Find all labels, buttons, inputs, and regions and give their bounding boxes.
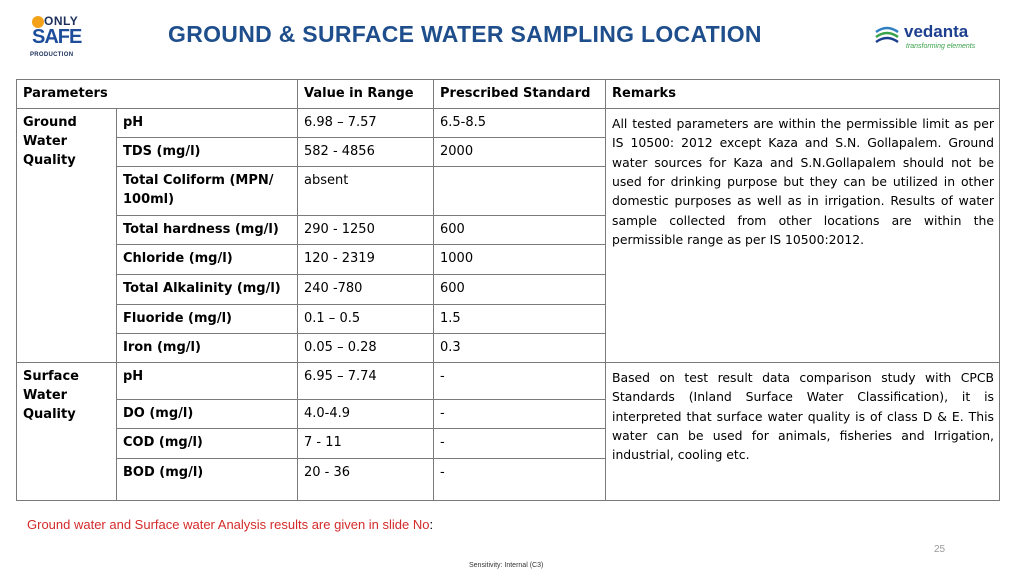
standard-cell: -	[434, 363, 606, 400]
value-cell: 120 - 2319	[298, 245, 434, 275]
vedanta-swirl-icon	[874, 24, 900, 48]
param-cell: Total Coliform (MPN/ 100ml)	[117, 167, 298, 216]
logo-bottom-text: PRODUCTION	[30, 52, 74, 58]
logo-top-text: ONLY	[44, 14, 79, 28]
param-cell: BOD (mg/l)	[117, 459, 298, 501]
param-cell: pH	[117, 363, 298, 400]
water-quality-table	[16, 79, 1000, 501]
vedanta-tagline: transforming elements	[906, 43, 976, 50]
vedanta-brand-text: vedanta	[904, 22, 969, 41]
standard-cell: -	[434, 429, 606, 459]
standard-cell: 600	[434, 216, 606, 245]
param-cell: pH	[117, 109, 298, 138]
value-cell: 20 - 36	[298, 459, 434, 501]
param-cell: Iron (mg/l)	[117, 334, 298, 363]
remarks-ground-water: All tested parameters are within the permissible limit as per IS 10500: 2012 except Kaza and S.N. Gollapalem. Ground water sources for Kaza and S.N.Gollapalem should not be used for drinking purpose but they can be utilized in other domestic purposes as well as in irrigation. Results of water sample collected from other locations are within the permissible range as per IS 10500:2012.	[606, 109, 1000, 363]
header-value-range: Value in Range	[298, 80, 434, 109]
param-cell: Chloride (mg/l)	[117, 245, 298, 275]
value-cell: 4.0-4.9	[298, 400, 434, 429]
standard-cell: 1000	[434, 245, 606, 275]
vedanta-logo	[872, 22, 1012, 56]
standard-cell	[434, 167, 606, 216]
header-remarks: Remarks	[606, 80, 1000, 109]
header-prescribed-standard: Prescribed Standard	[434, 80, 606, 109]
sensitivity-label: Sensitivity: Internal (C3)	[469, 562, 544, 569]
standard-cell: 0.3	[434, 334, 606, 363]
group-label-surface-water: Surface Water Quality	[17, 363, 117, 501]
value-cell: 582 - 4856	[298, 138, 434, 167]
group-label-ground-water: Ground Water Quality	[17, 109, 117, 363]
footnote-colon: :	[429, 517, 434, 532]
value-cell: 6.95 – 7.74	[298, 363, 434, 400]
param-cell: Total Alkalinity (mg/l)	[117, 275, 298, 305]
value-cell: 290 - 1250	[298, 216, 434, 245]
table-row	[17, 363, 1000, 400]
standard-cell: 600	[434, 275, 606, 305]
page-title: GROUND & SURFACE WATER SAMPLING LOCATION	[168, 21, 762, 47]
page-number: 25	[934, 544, 946, 555]
param-cell: Total hardness (mg/l)	[117, 216, 298, 245]
param-cell: DO (mg/l)	[117, 400, 298, 429]
remarks-surface-water: Based on test result data comparison study with CPCB Standards (Inland Surface Water Classification), it is interpreted that surface water quality is of class D & E. This water can be used for animals, fisheries and Irrigation, industrial, cooling etc.	[606, 363, 1000, 501]
table-row	[17, 109, 1000, 138]
footnote-text: Ground water and Surface water Analysis results are given in slide No	[27, 517, 430, 532]
value-cell: 0.1 – 0.5	[298, 305, 434, 334]
standard-cell: -	[434, 459, 606, 501]
only-safe-production-logo	[28, 14, 90, 58]
value-cell: absent	[298, 167, 434, 216]
standard-cell: 2000	[434, 138, 606, 167]
value-cell: 0.05 – 0.28	[298, 334, 434, 363]
standard-cell: -	[434, 400, 606, 429]
param-cell: COD (mg/l)	[117, 429, 298, 459]
header-parameters: Parameters	[17, 80, 298, 109]
table-header-row	[17, 80, 1000, 109]
footnote	[27, 517, 433, 532]
value-cell: 240 -780	[298, 275, 434, 305]
value-cell: 6.98 – 7.57	[298, 109, 434, 138]
standard-cell: 6.5-8.5	[434, 109, 606, 138]
logo-main-text: SAFE	[32, 26, 82, 48]
standard-cell: 1.5	[434, 305, 606, 334]
param-cell: Fluoride (mg/l)	[117, 305, 298, 334]
param-cell: TDS (mg/l)	[117, 138, 298, 167]
value-cell: 7 - 11	[298, 429, 434, 459]
